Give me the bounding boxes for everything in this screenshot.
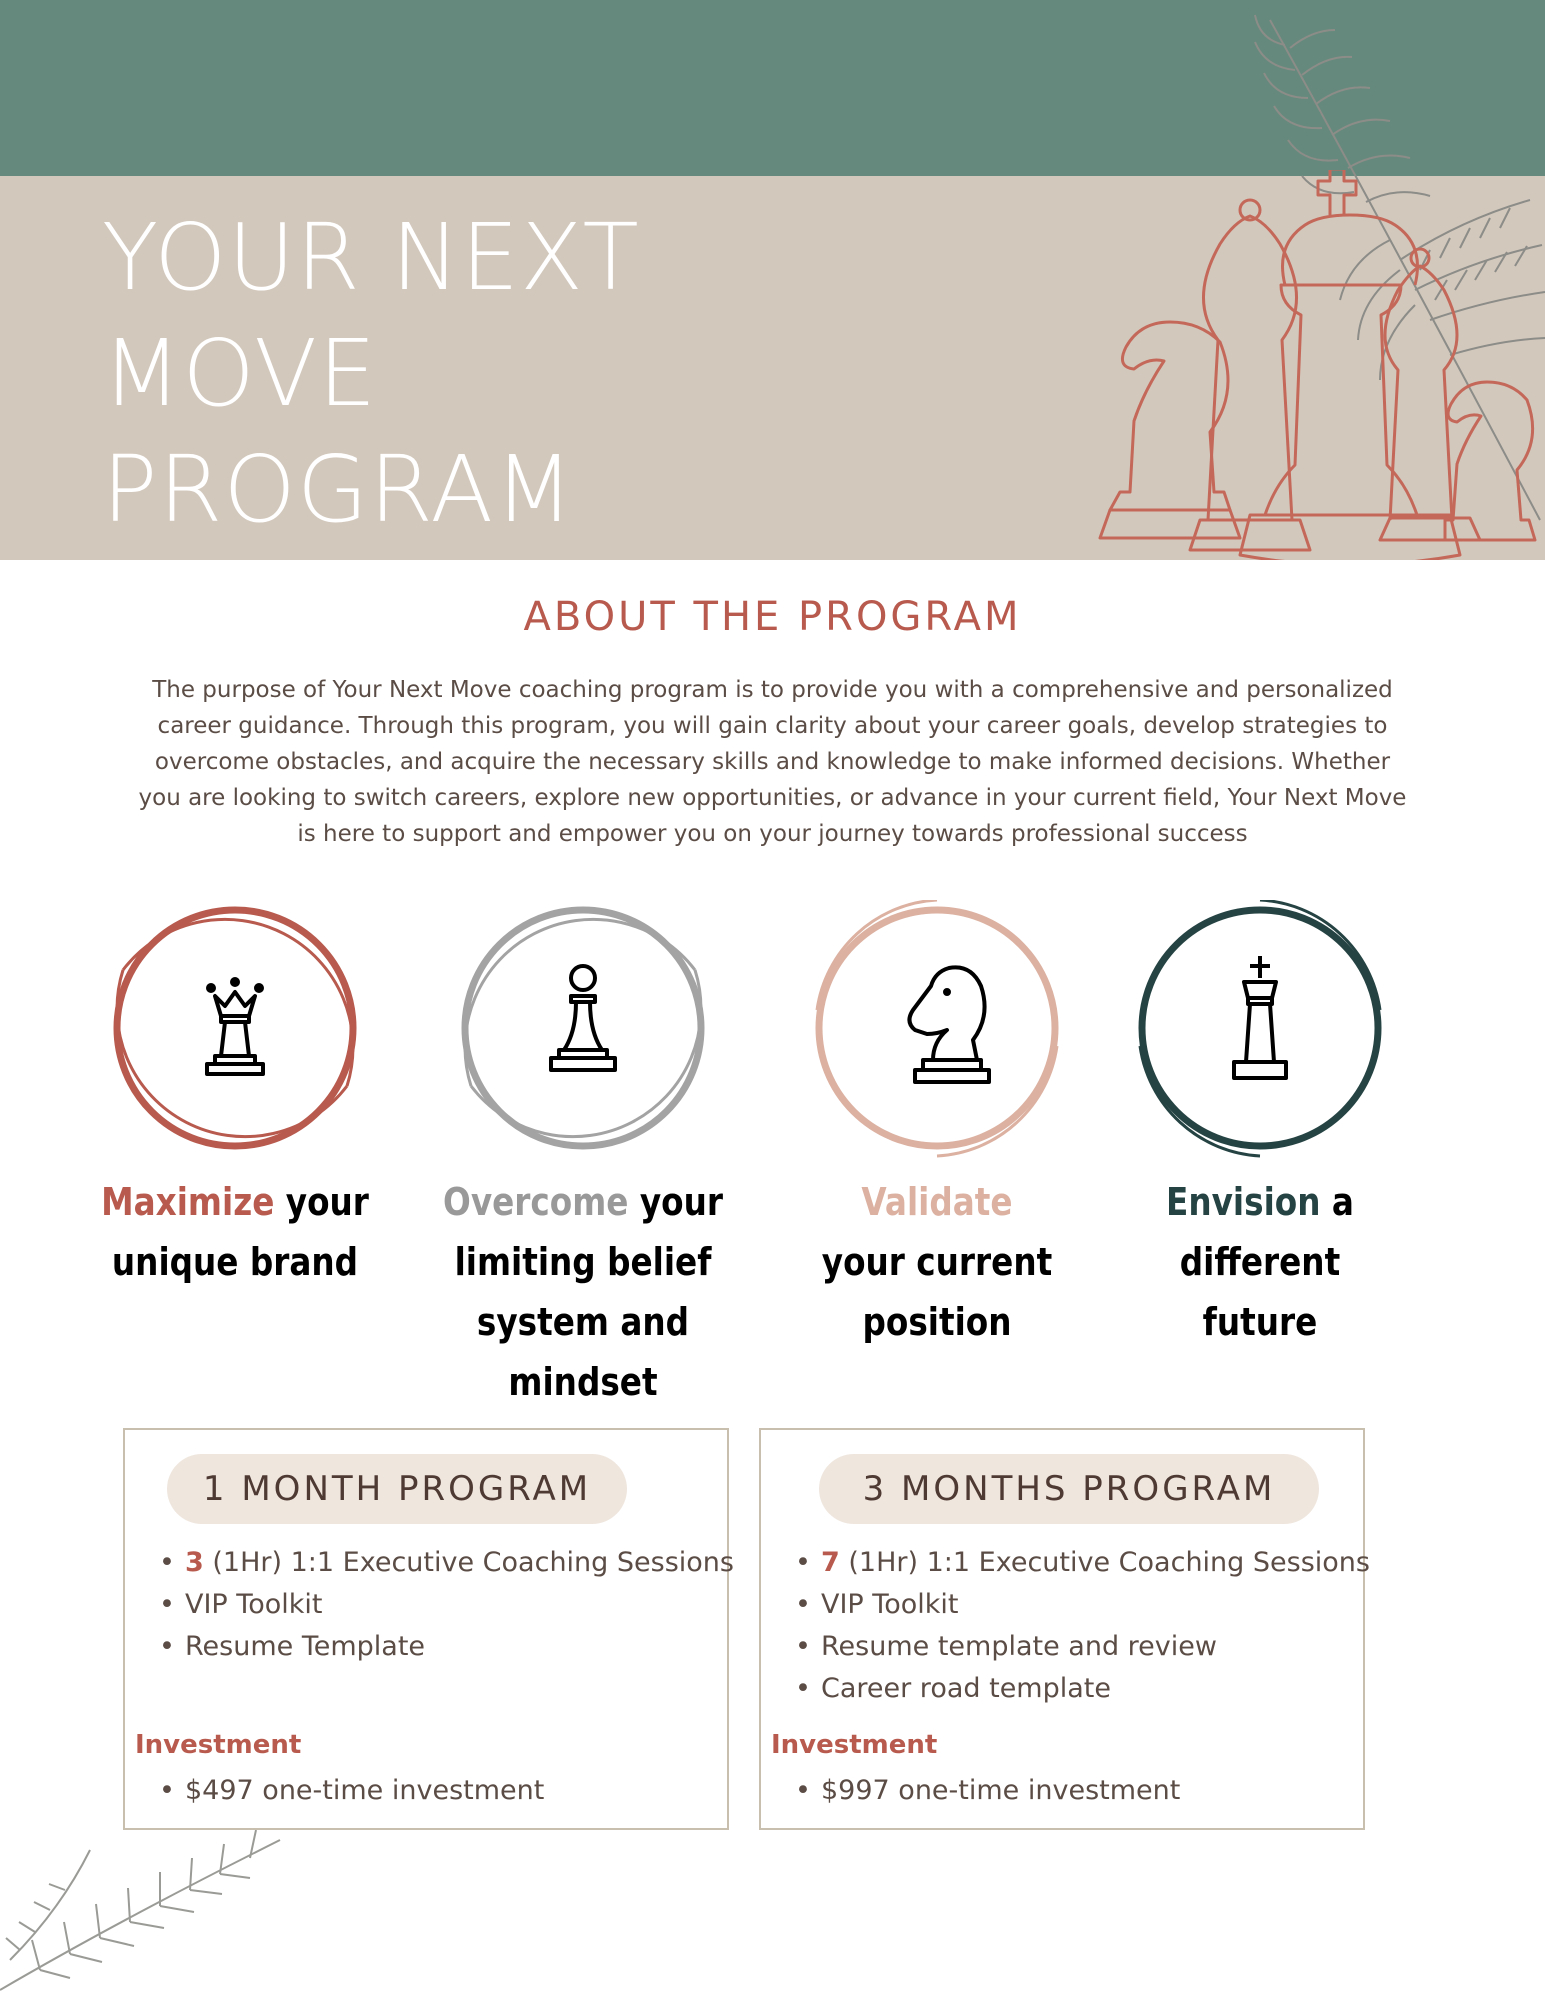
plan-card-3-months [759, 1428, 1370, 1830]
chess-pieces-illustration [1080, 170, 1540, 560]
pillar-overcome-line1-rest: your [628, 1180, 723, 1224]
pillar-maximize-caption [89, 1172, 381, 1292]
fern-leaf-illustration-bottom [0, 1810, 300, 2000]
about-heading: ABOUT THE PROGRAM [523, 594, 1022, 640]
plan-1-features [159, 1542, 734, 1668]
knight-icon [787, 900, 1087, 1160]
title-line-1: YOUR NEXT [102, 204, 640, 311]
plan-1-feature-sessions [159, 1542, 734, 1584]
plan-1-feature-sessions-text: (1Hr) 1:1 Executive Coaching Sessions [203, 1547, 734, 1578]
pillar-validate-highlight: Validate [861, 1180, 1013, 1224]
plan-2-investment-label: Investment [771, 1730, 938, 1760]
plan-2-feature-resume: • Resume template and review [795, 1626, 1370, 1668]
title-line-3: PROGRAM [102, 436, 575, 543]
plan-2-investment-list [795, 1770, 1180, 1812]
pillar-validate-line2: your current [821, 1240, 1053, 1284]
plan-2-feature-toolkit: • VIP Toolkit [795, 1584, 1370, 1626]
pillar-overcome-line3: system and [476, 1300, 690, 1344]
about-description: The purpose of Your Next Move coaching program is to provide you with a comprehensive and personalized career guidance. Through this program, you will gain clarity about your career goals, develop strategies to overcome obstacles, and acquire the necessary skills and knowledge to make informed decisions. Whether you are looking to switch careers, explore new opportunities, or advance in your current field, Your Next Move is here to support and empower you on your journey towards professional success [138, 677, 1407, 847]
pillar-maximize-highlight: Maximize [101, 1180, 275, 1224]
plan-1-feature-resume: • Resume Template [159, 1626, 734, 1668]
plan-1-title: 1 MONTH PROGRAM [167, 1454, 627, 1524]
pillar-envision-line3: future [1202, 1300, 1318, 1344]
pillar-overcome-line2: limiting belief [454, 1240, 712, 1284]
pillar-envision-caption [1114, 1172, 1406, 1352]
plan-2-price: • $997 one-time investment [795, 1770, 1180, 1812]
pillar-validate-caption [791, 1172, 1083, 1352]
pillar-maximize-line2: unique brand [111, 1240, 359, 1284]
plan-2-feature-sessions [795, 1542, 1370, 1584]
pillar-envision-highlight: Envision [1166, 1180, 1321, 1224]
plan-1-session-count: 3 [185, 1547, 204, 1578]
pillar-maximize-line1-rest: your [274, 1180, 369, 1224]
plan-2-features [795, 1542, 1370, 1710]
pillar-overcome-caption [437, 1172, 729, 1412]
pillar-envision-line1-rest: a [1320, 1180, 1354, 1224]
plan-1-feature-toolkit: • VIP Toolkit [159, 1584, 734, 1626]
plan-2-title: 3 MONTHS PROGRAM [819, 1454, 1319, 1524]
pillar-overcome-highlight: Overcome [443, 1180, 629, 1224]
plan-1-investment-label: Investment [135, 1730, 302, 1760]
plan-card-1-month [123, 1428, 734, 1830]
pillar-validate-line3: position [862, 1300, 1012, 1344]
plan-2-feature-career-road: • Career road template [795, 1668, 1370, 1710]
plan-1-investment-list [159, 1770, 544, 1812]
plan-2-feature-sessions-text: (1Hr) 1:1 Executive Coaching Sessions [839, 1547, 1370, 1578]
plan-2-session-count: 7 [821, 1547, 840, 1578]
king-icon [1110, 900, 1410, 1160]
plan-1-price: • $497 one-time investment [159, 1770, 544, 1812]
queen-icon [85, 900, 385, 1160]
pillar-envision-line2: different [1179, 1240, 1341, 1284]
pillar-overcome-line4: mindset [508, 1360, 658, 1404]
program-title [102, 200, 722, 548]
pawn-icon [433, 900, 733, 1160]
title-line-2: MOVE [102, 320, 378, 427]
